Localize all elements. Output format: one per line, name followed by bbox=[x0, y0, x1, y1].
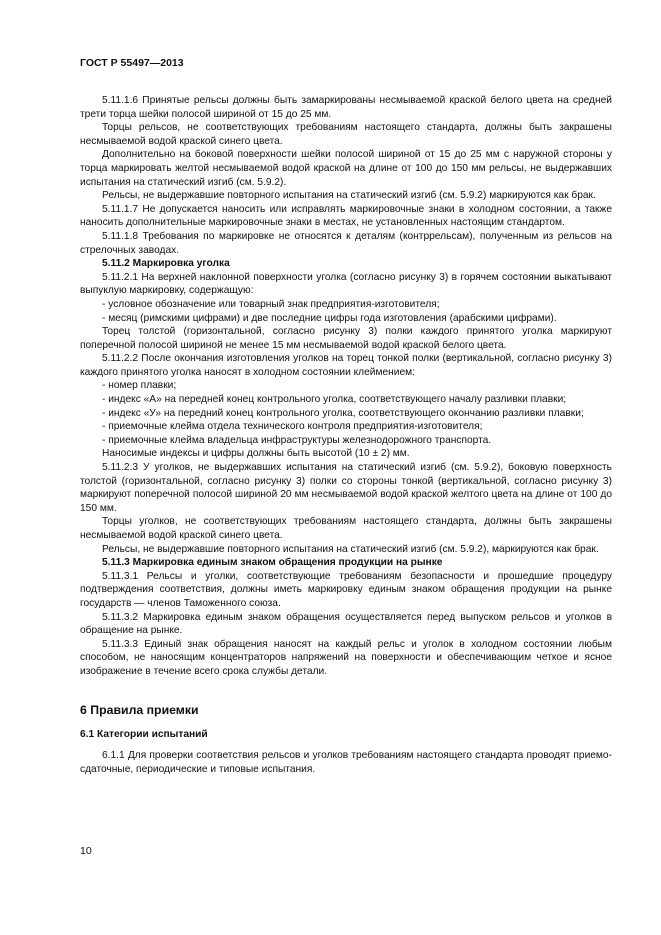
paragraph: 5.11.1.7 Не допускается наносить или исправлять маркировочные знаки в холодном состоянии, а также наносить дополнительные маркировочные знаки в местах, не установленных настоящим стандартом. bbox=[80, 203, 612, 229]
paragraph: 6.1.1 Для проверки соответствия рельсов и уголков требованиям настоящего стандарта проводят приемо-сдаточные, периодические и типовые испытания. bbox=[80, 750, 612, 775]
list-item: - условное обозначение или товарный знак предприятия-изготовителя; bbox=[102, 298, 440, 310]
section-subtitle: 6.1 Категории испытаний bbox=[80, 728, 208, 740]
paragraph: Рельсы, не выдержавшие повторного испытания на статический изгиб (см. 5.9.2), маркируются как брак. bbox=[102, 543, 599, 555]
document-body bbox=[80, 94, 612, 776]
paragraph: 5.11.3.2 Маркировка единым знаком обращения осуществляется перед выпуском рельсов и уголков в обращение на рынке. bbox=[80, 611, 612, 637]
paragraph: 5.11.2.3 У уголков, не выдержавших испытания на статический изгиб (см. 5.9.2), боковую поверхность толстой (горизонтальной, согласно рисунку 3) полки со стороны тонкой (вертикальной, согласно рисунку 3) маркируют поперечной полосой шириной 20 мм несмываемой водой краской желтого цвета на длине от 100 до 150 мм. bbox=[80, 462, 612, 514]
paragraph: Дополнительно на боковой поверхности шейки полосой шириной от 15 до 25 мм с наружной стороны у торца маркировать желтой несмываемой водой краской на длине от 100 до 150 мм рельсы, не выдержавших испытания на статический изгиб (см. 5.9.2). bbox=[80, 149, 612, 188]
paragraph: 5.11.1.8 Требования по маркировке не относятся к деталям (контррельсам), полученным из рельсов на стрелочных заводах. bbox=[80, 230, 612, 256]
subsection-heading: 5.11.2 Маркировка уголка bbox=[102, 258, 230, 270]
section-title: 6 Правила приемки bbox=[80, 702, 199, 717]
subsection-heading: 5.11.3 Маркировка единым знаком обращения продукции на рынке bbox=[102, 557, 443, 569]
list-item: - индекс «У» на передний конец контрольного уголка, соответствующего окончанию разливки плавки; bbox=[102, 407, 584, 419]
document-header: ГОСТ Р 55497—2013 bbox=[80, 57, 184, 69]
list-item: - номер плавки; bbox=[102, 380, 177, 392]
page-number: 10 bbox=[80, 845, 92, 857]
paragraph: Торец толстой (горизонтальной, согласно рисунку 3) полки каждого принятого уголка маркируют поперечной полосой шириной не менее 15 мм несмываемой водой краской белого цвета. bbox=[80, 326, 612, 351]
list-item: - приемочные клейма владельца инфраструктуры железнодорожного транспорта. bbox=[102, 434, 492, 446]
paragraph: Торцы уголков, не соответствующих требованиям настоящего стандарта, должны быть закрашены несмываемой водой краской синего цвета. bbox=[80, 516, 612, 541]
paragraph: 5.11.1.6 Принятые рельсы должны быть замаркированы несмываемой краской белого цвета на средней трети торца шейки полосой шириной от 15 до 25 мм. bbox=[80, 95, 612, 120]
paragraph: 5.11.2.2 После окончания изготовления уголков на торец тонкой полки (вертикальной, согласно рисунку 3) каждого принятого уголка наносят в холодном состоянии клеймением: bbox=[80, 353, 612, 378]
paragraph: Торцы рельсов, не соответствующих требованиям настоящего стандарта, должны быть закрашены несмываемой водой краской синего цвета. bbox=[80, 122, 612, 147]
paragraph: Наносимые индексы и цифры должны быть высотой (10 ± 2) мм. bbox=[102, 448, 410, 460]
list-item: - индекс «А» на передней конец контрольного уголка, соответствующего началу разливки плавки; bbox=[102, 394, 567, 406]
paragraph: 5.11.3.3 Единый знак обращения наносят на каждый рельс и уголок в холодном состоянии любым способом, не наносящим концентраторов напряжений на поверхности и обеспечивающим четкое и ясное изображение в течение всего срока службы детали. bbox=[80, 638, 612, 677]
list-item: - приемочные клейма отдела технического контроля предприятия-изготовителя; bbox=[102, 421, 483, 433]
paragraph: Рельсы, не выдержавшие повторного испытания на статический изгиб (см. 5.9.2) маркируются как брак. bbox=[102, 190, 596, 202]
paragraph: 5.11.2.1 На верхней наклонной поверхности уголка (согласно рисунку 3) в горячем состоянии выкатывают выпуклую маркировку, содержащую: bbox=[80, 271, 612, 297]
paragraph: 5.11.3.1 Рельсы и уголки, соответствующие требованиям безопасности и прошедшие процедуру подтверждения соответствия, должны иметь маркировку единым знаком обращения продукции на рынке государств — членов Таможенного союза. bbox=[80, 570, 612, 609]
list-item: - месяц (римскими цифрами) и две последние цифры года изготовления (арабскими цифрами). bbox=[102, 312, 557, 324]
